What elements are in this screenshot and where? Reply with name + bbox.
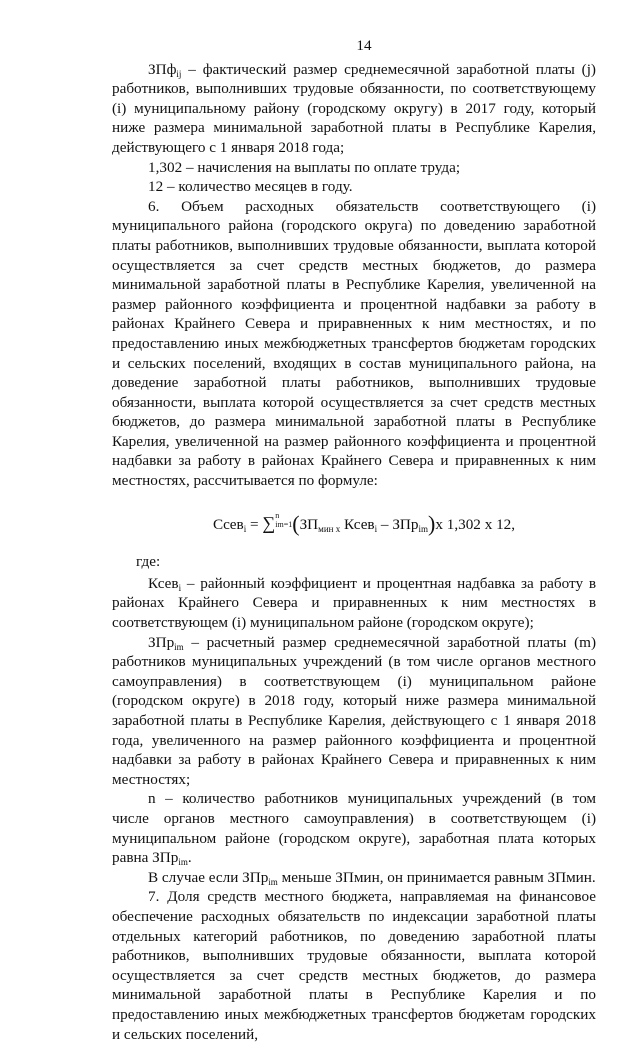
paragraph-zpr-definition: ЗПр$_{im}$ – расчетный размер среднемесячной заработной платы (m) работников муниципальных учреждений (в том числе органов местного самоуправления) в соответствующем (i) муниципальном районе (городском округе) в 2018 году, который ниже размера минимальной заработной платы в Республике Карелия, действующего с 1 января 2018 года, увеличенного на размер районного коэффициента и процентной надбавки за работу в районах Крайнего Севера и приравненных к ним местностях; — [112, 633, 596, 788]
paragraph-zpf-definition: ЗПф$_{ij}$ – фактический размер среднемесячной заработной платы (j) работников, выполнивших трудовые обязанности, по соответствующему (i) муниципальному району (городскому округу) в 2017 году, который ниже размера минимальной заработной платы в Республике Карелия, действующего с 1 января 2018 года; — [112, 60, 596, 156]
zpf-symbol: ЗПф — [148, 60, 177, 78]
formula: Ccев$_i$ = ∑n $im=1(ЗП_{мин х}$ Ксев$_i$ – ЗПр$_{im}$)х 1,302 х 12, — [212, 510, 516, 536]
where-label: где: — [136, 553, 161, 571]
paragraph-accruals: 1,302 – начисления на выплаты по оплате труда; — [148, 158, 461, 176]
paragraph-section-7: 7. Доля средств местного бюджета, направляемая на финансовое обеспечение расходных обязательств по индексации заработной платы отдельных категорий работников, по доведению заработной платы работников, выполнивших трудовые обязанности, выплата которой осуществляется за счет средств местных бюджетов, до размера минимальной заработной платы в Республике Карелия и по предоставлению иных межбюджетных трансфертов бюджетам городских и сельских поселений, — [112, 888, 596, 1043]
paragraph-section-6: 6. Объем расходных обязательств соответствующего (i) муниципального района (городского округа) по доведению заработной платы работников, выполнивших трудовые обязанности, выплата которой осуществляется за счет средств местных бюджетов, до размера минимальной заработной платы в Республике Карелия, увеличенной на размер районного коэффициента и процентной надбавки за работу в районах Крайнего Севера и приравненных к ним местностях, и по предоставлению иных межбюджетных трансфертов бюджетам городских и сельских поселений, входящих в состав муниципального района, на доведение заработной платы работников, выполнивших трудовые обязанности, выплата которой осуществляется за счет средств местных бюджетов, до размера минимальной заработной платы в Республике Карелия, увеличенной на размер районного коэффициента и процентной надбавки за работу в районах Крайнего Севера и приравненных к ним местностях, рассчитывается по формуле: — [112, 197, 596, 490]
paragraph-zpr-minimum: В случае если ЗПр$_{im}$ меньше ЗПмин, он принимается равным ЗПмин. — [148, 868, 596, 887]
sum-symbol: ∑ — [262, 512, 276, 533]
paragraph-ksev-definition: Ксев$_i$ – районный коэффициент и процентная надбавка за работу в районах Крайнего Севера и приравненных к ним местностях в соответствующем (i) муниципальном районе (городском округе); — [112, 574, 596, 632]
page-number: 14 — [356, 37, 372, 54]
paragraph-n-definition: n – количество работников муниципальных учреждений (в том числе органов местного самоуправления) в соответствующем (i) муниципальном районе (городском округе), заработная плата которых равна ЗПр$_{im}$. — [112, 790, 596, 868]
paragraph-months: 12 – количество месяцев в году. — [148, 178, 353, 196]
